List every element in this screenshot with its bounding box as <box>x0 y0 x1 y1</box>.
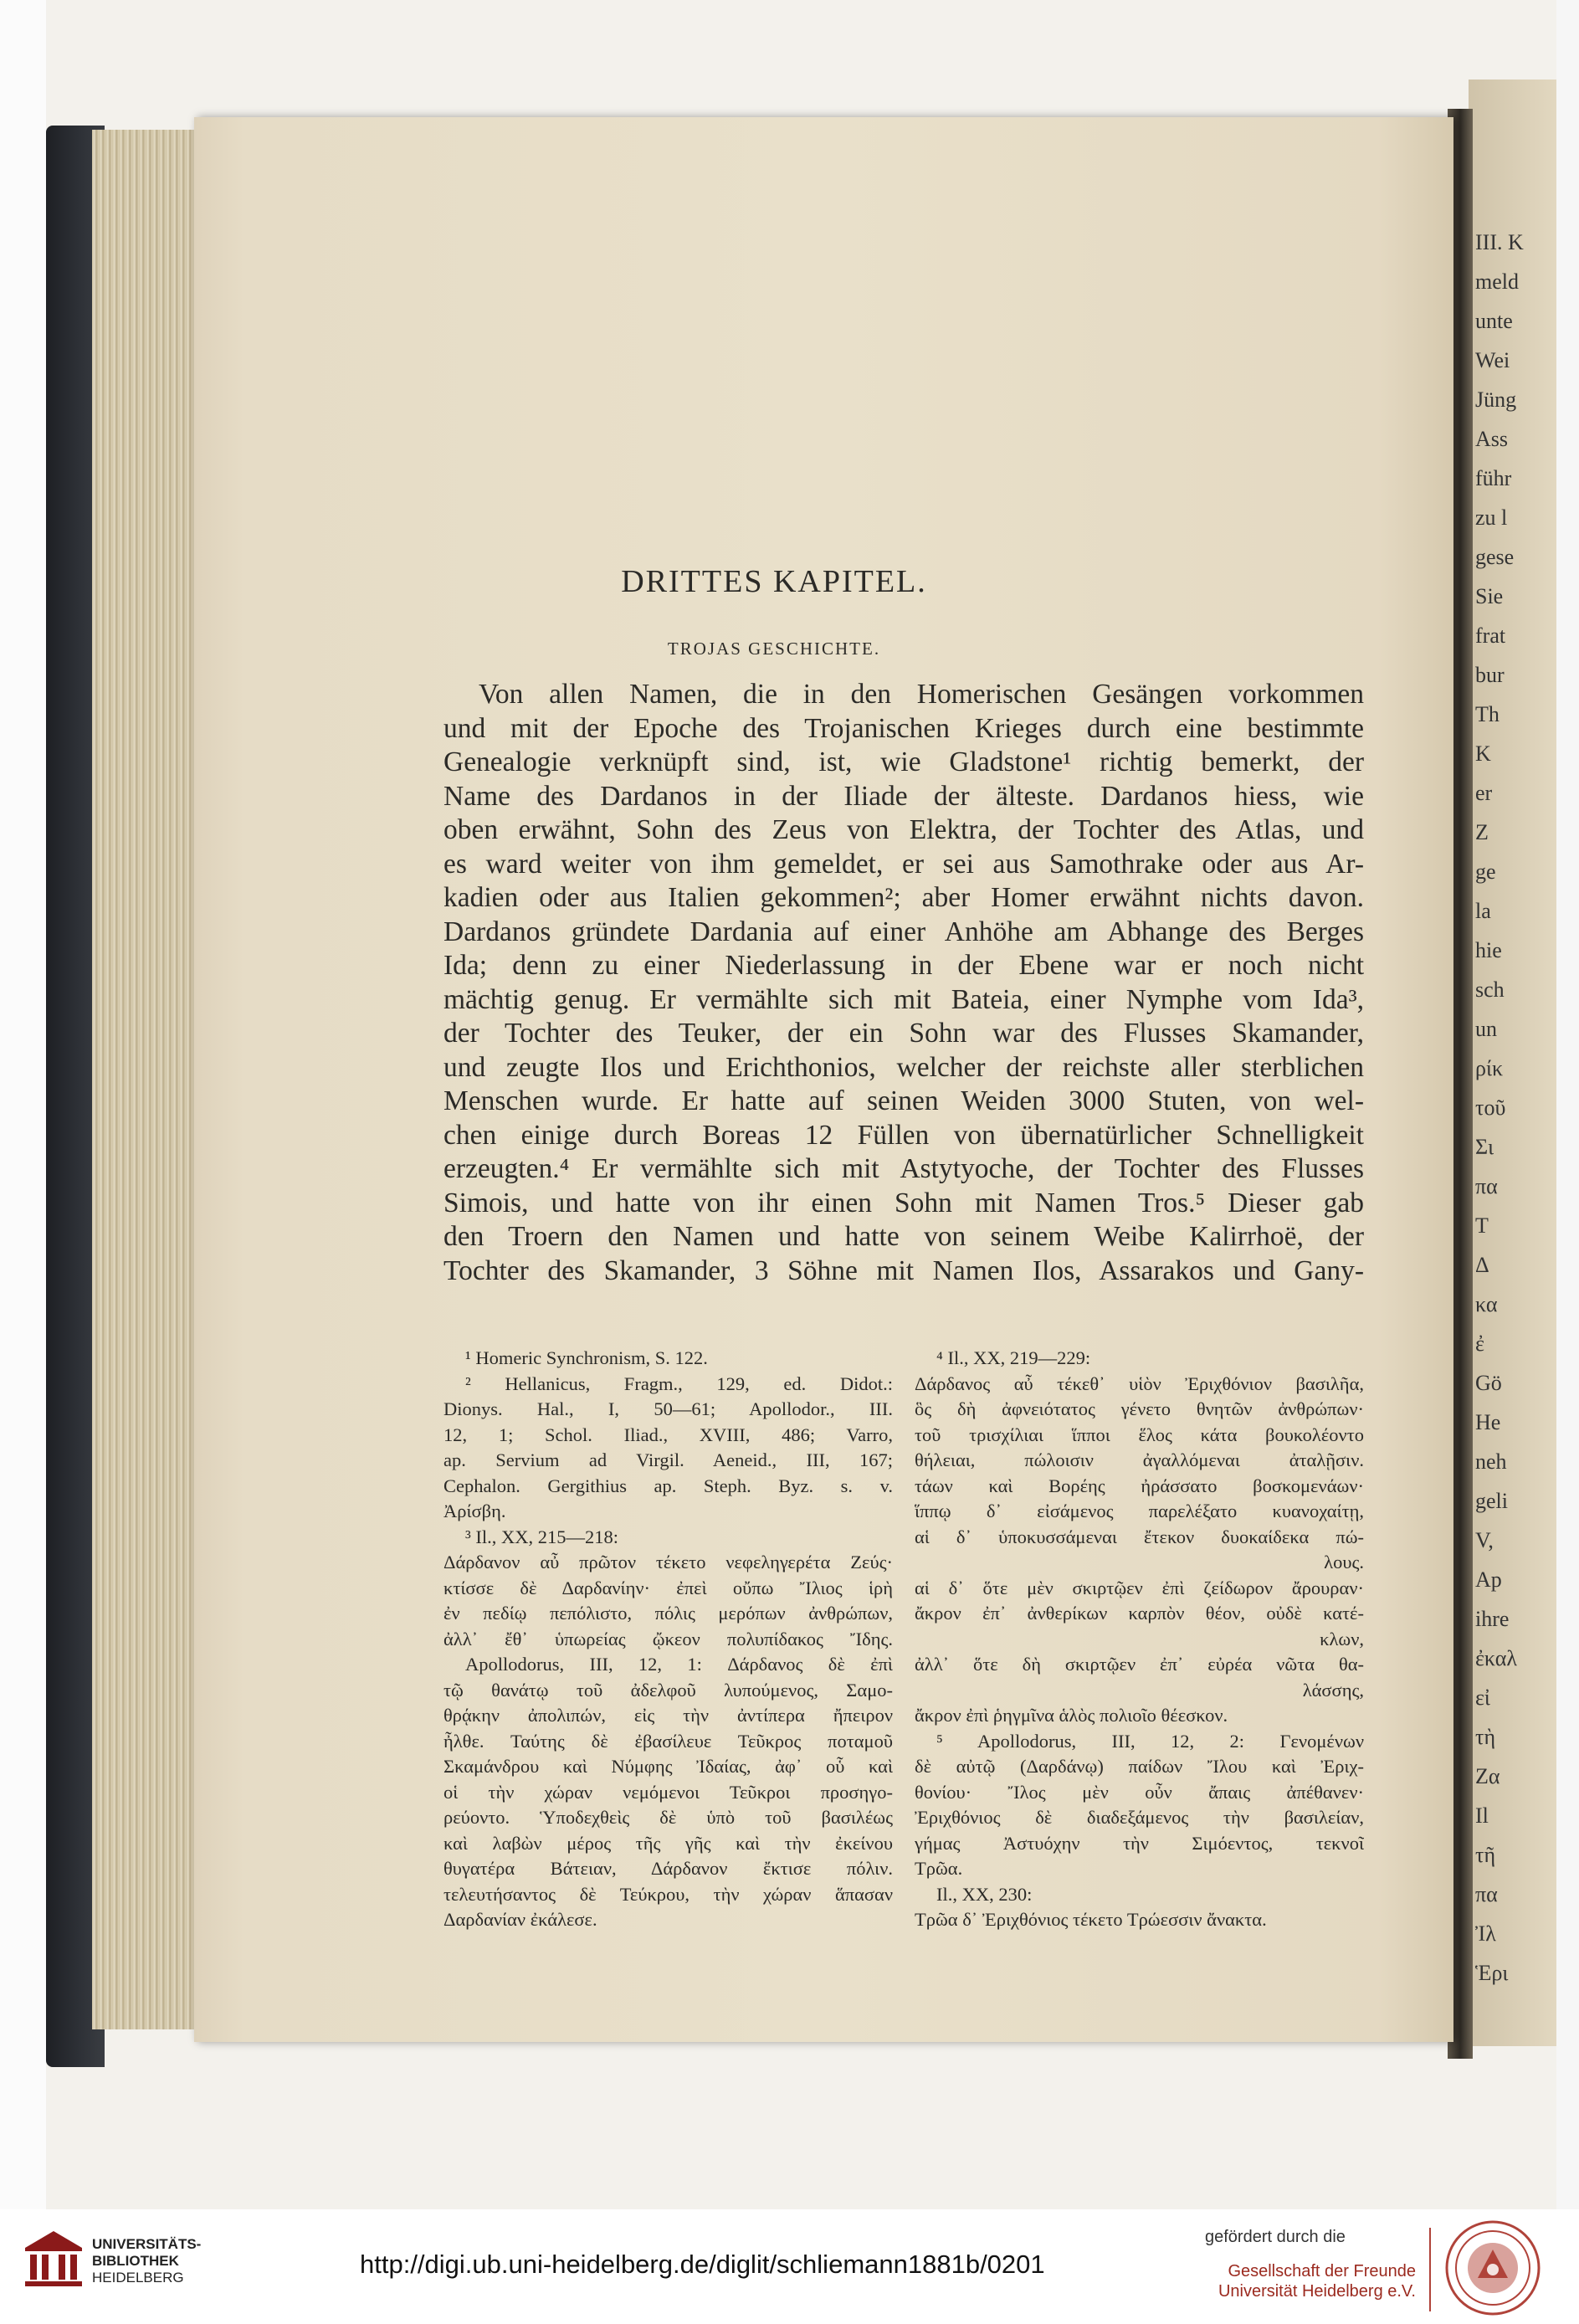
sponsor-name-line2: Universität Heidelberg e.V. <box>1218 2282 1416 2301</box>
footnote-line: Apollodorus, III, 12, 1: Δάρδανος δὲ ἐπὶ <box>465 1654 893 1675</box>
footnote-line: αἱ δ᾽ ὅτε μὲν σκιρτῷεν ἐπὶ ζείδωρον ἄρουραν· <box>915 1577 1364 1598</box>
facing-page-text: gese <box>1475 545 1515 569</box>
footnote-line: ἵππῳ δ᾽ εἰσάμενος παρελέξατο κυανοχαίτῃ, <box>915 1501 1364 1521</box>
footnote-line: Ἐριχθόνιος δὲ διαδεξάμενος τὴν βασιλείαν, <box>915 1807 1364 1828</box>
chapter-title: DRITTES KAPITEL. <box>621 564 927 599</box>
footnotes-right-column <box>915 1346 1364 1933</box>
facing-page-text: Z <box>1475 820 1489 844</box>
facing-page-text: geli <box>1475 1489 1508 1513</box>
facing-page-text: führ <box>1475 466 1512 490</box>
facing-page-text: er <box>1475 781 1493 805</box>
footnote-line: θρᾴκην ἀπολιπών, εἰς τὴν ἀντίπερα ἤπειρον <box>443 1705 893 1726</box>
body-line: Name des Dardanos in der Iliade der älteste. Dardanos hiess, wie <box>443 780 1364 812</box>
body-line: mächtig genug. Er vermählte sich mit Bateia, einer Nymphe vom Ida³, <box>443 983 1364 1015</box>
body-line: chen einige durch Boreas 12 Füllen von übernatürlicher Schnelligkeit <box>443 1119 1364 1151</box>
footnotes-left-column <box>443 1346 893 1933</box>
footnote-line: ρεύοντο. Ὑποδεχθεὶς δὲ ὑπὸ τοῦ βασιλέως <box>443 1807 893 1828</box>
body-line: Tochter des Skamander, 3 Söhne mit Namen Ilos, Assarakos und Gany- <box>443 1254 1364 1286</box>
footnote-line: Σκαμάνδρου καὶ Νύμφης Ἰδαίας, ἀφ᾽ οὗ καὶ <box>443 1756 893 1777</box>
body-line: kadien oder aus Italien gekommen²; aber Homer erwähnt nichts davon. <box>443 882 1364 913</box>
body-line: den Troern den Namen und hatte von seinem Weibe Kalirrhoë, der <box>443 1221 1364 1252</box>
footnote-line: ἦλθε. Ταύτης δὲ ἐβασίλευε Τεῦκρος ποταμοῦ <box>443 1730 893 1752</box>
footnote-line: δὲ αὐτῷ (Δαρδάνῳ) παίδων Ἴλου καὶ Ἐριχ- <box>915 1756 1364 1777</box>
footnote-line: Δαρδανίαν ἐκάλεσε. <box>443 1909 597 1930</box>
sponsor-name <box>1188 2261 1416 2301</box>
facing-page-text: Zα <box>1475 1764 1500 1788</box>
body-line: Simois, und hatte von ihr einen Sohn mit Namen Tros.⁵ Dieser gab <box>443 1187 1364 1218</box>
library-name <box>92 2236 201 2286</box>
footnote-line: ¹ Homeric Synchronism, S. 122. <box>465 1347 708 1368</box>
footnote-line: θυγατέρα Βάτειαν, Δάρδανον ἔκτισε πόλιν. <box>443 1858 893 1879</box>
library-logo-icon <box>20 2226 87 2293</box>
facing-page-text: un <box>1475 1017 1497 1041</box>
body-line: und zeugte Ilos und Erichthonios, welcher der reichste aller sterblichen <box>443 1051 1364 1083</box>
facing-page-text: Ἑρι <box>1475 1961 1509 1985</box>
footnote-line: 12, 1; Schol. Iliad., XVIII, 486; Varro, <box>443 1424 893 1445</box>
library-name-line3: HEIDELBERG <box>92 2270 184 2286</box>
footnote-line: Dionys. Hal., I, 50—61; Apollodor., III. <box>443 1398 893 1419</box>
body-line: es ward weiter von ihm gemeldet, er sei aus Samothrake oder aus Ar- <box>443 848 1364 880</box>
permalink-url[interactable]: http://digi.ub.uni-heidelberg.de/diglit/schliemann1881b/0201 <box>360 2250 1045 2279</box>
facing-page-text: Ass <box>1475 427 1509 451</box>
facing-page-text: meld <box>1475 269 1519 294</box>
facing-page-text: Sie <box>1475 584 1504 608</box>
footnote-line: τελευτήσαντος δὲ Τεύκρου, τὴν χώραν ἅπασαν <box>443 1883 893 1905</box>
body-line: Ida; denn zu einer Niederlassung in der Ebene war er noch nicht <box>443 950 1364 981</box>
body-line: erzeugten.⁴ Er vermählte sich mit Astytyoche, der Tochter des Flusses <box>443 1153 1364 1184</box>
footer-bar <box>0 2209 1579 2324</box>
footnote-line: κτίσσε δὲ Δαρδανίην· ἐπεὶ οὔπω Ἴλιος ἱρὴ <box>443 1577 893 1598</box>
facing-page-text: Jüng <box>1475 387 1517 412</box>
footnote-line: Δάρδανον αὖ πρῶτον τέκετο νεφεληγερέτα Ζεύς· <box>443 1552 893 1572</box>
library-name-line1: UNIVERSITÄTS- <box>92 2236 202 2252</box>
facing-page-text: Th <box>1475 702 1500 726</box>
body-line: der Tochter des Teuker, der ein Sohn war des Flusses Skamander, <box>443 1018 1364 1049</box>
scan-background-left <box>0 0 46 2209</box>
university-seal-icon <box>1444 2219 1541 2316</box>
facing-page-text: ἐκαλ <box>1475 1646 1518 1670</box>
facing-page-text: τὴ <box>1475 1725 1496 1749</box>
footnote-line: ² Hellanicus, Fragm., 129, ed. Didot.: <box>465 1372 893 1394</box>
footnote-line: Cephalon. Gergithius ap. Steph. Byz. s. v. <box>443 1475 893 1496</box>
facing-page-text: κα <box>1475 1292 1498 1316</box>
facing-page-text: frat <box>1475 623 1506 648</box>
facing-page-text: ihre <box>1475 1607 1510 1631</box>
facing-page-text: bur <box>1475 663 1505 687</box>
facing-page-text: III. K <box>1475 230 1524 254</box>
body-line: und mit der Epoche des Trojanischen Krieges durch eine bestimmte <box>443 712 1364 744</box>
facing-page-text: Wei <box>1475 348 1510 372</box>
footnote-line: κλων, <box>1320 1628 1364 1649</box>
footnote-line: ἀλλ᾽ ἔθ᾽ ὑπωρείας ᾤκεον πολυπίδακος Ἴδης. <box>443 1628 893 1649</box>
footnote-line: τάων καὶ Βορέης ἠράσσατο βοσκομενάων· <box>915 1475 1364 1496</box>
footnote-line: Δάρδανος αὖ τέκεθ᾽ υἱὸν Ἐριχθόνιον βασιλῆα, <box>915 1372 1364 1394</box>
facing-page-text: Gö <box>1475 1371 1502 1395</box>
facing-page-text: la <box>1475 899 1491 923</box>
body-line: oben erwähnt, Sohn des Zeus von Elektra, der Tochter des Atlas, und <box>443 814 1364 845</box>
footnote-line: θήλειαι, πώλοισιν ἀγαλλόμεναι ἀταλῇσιν. <box>915 1449 1364 1470</box>
facing-page-text: τοῦ <box>1475 1095 1506 1120</box>
facing-page-text: Τ <box>1475 1213 1489 1238</box>
footnote-line: ἄκρον ἐπὶ ῥηγμῖνα ἁλὸς πολιοῖο θέεσκον. <box>915 1705 1228 1726</box>
page-edges <box>92 130 201 2029</box>
library-name-line2: BIBLIOTHEK <box>92 2253 179 2269</box>
footnote-line: ἄκρον ἐπ᾽ ἀνθερίκων καρπὸν θέον, οὐδὲ κατέ- <box>915 1603 1364 1624</box>
facing-page-text: hie <box>1475 938 1502 962</box>
footnote-line: ⁴ Il., XX, 219—229: <box>936 1347 1091 1368</box>
facing-page-text: ge <box>1475 859 1496 884</box>
facing-page-text: ρίκ <box>1475 1056 1504 1080</box>
footnote-line: λους. <box>1324 1552 1364 1572</box>
footnote-line: ⁵ Apollodorus, III, 12, 2: Γενομένων <box>936 1730 1364 1752</box>
facing-page-text: Δ <box>1475 1253 1489 1277</box>
facing-page-text: unte <box>1475 309 1513 333</box>
footnote-line: ³ Il., XX, 215—218: <box>465 1526 618 1547</box>
body-line: Von allen Namen, die in den Homerischen Gesängen vorkommen <box>479 679 1364 710</box>
footnote-line: θονίου· Ἴλος μὲν οὖν ἄπαις ἀπέθανεν· <box>915 1781 1364 1803</box>
body-line: Dardanos gründete Dardania auf einer Anhöhe am Abhange des Berges <box>443 916 1364 947</box>
footnote-line: ὃς δὴ ἀφνειότατος γένετο θνητῶν ἀνθρώπων· <box>915 1398 1364 1419</box>
footnote-line: οἱ τὴν χώραν νεμόμενοι Τεῦκροι προσηγο- <box>443 1781 893 1803</box>
facing-page-text: ἐ <box>1475 1331 1484 1356</box>
sponsor-label: gefördert durch die <box>1205 2228 1346 2246</box>
facing-page-text: Il <box>1475 1803 1489 1828</box>
footnote-line: καὶ λαβὼν μέρος τῆς γῆς καὶ τὴν ἐκείνου <box>443 1832 893 1854</box>
footnote-line: Il., XX, 230: <box>936 1883 1033 1905</box>
facing-page-text: V, <box>1475 1528 1494 1552</box>
scan-background-right <box>1556 0 1579 2209</box>
body-text <box>443 678 1364 1288</box>
facing-page-text: Σι <box>1475 1135 1494 1159</box>
facing-page-text: neh <box>1475 1449 1507 1474</box>
body-line: Genealogie verknüpft sind, ist, wie Gladstone¹ richtig bemerkt, der <box>443 746 1364 777</box>
body-line: Menschen wurde. Er hatte auf seinen Weiden 3000 Stuten, von wel- <box>443 1085 1364 1116</box>
footnote-line: λάσσης, <box>1302 1679 1364 1701</box>
footnote-line: τοῦ τρισχίλιαι ἵπποι ἕλος κάτα βουκολέοντο <box>915 1424 1364 1445</box>
footnote-line: γήμας Ἀστυόχην τὴν Σιμόεντος, τεκνοῖ <box>915 1832 1364 1854</box>
facing-page-text: εἰ <box>1475 1685 1490 1710</box>
sponsor-name-line1: Gesellschaft der Freunde <box>1228 2262 1416 2280</box>
facing-page-text: zu l <box>1475 505 1508 530</box>
footnote-line: Τρῶα. <box>915 1858 963 1879</box>
footnote-line: Ἀρίσβη. <box>443 1501 506 1521</box>
footnote-line: ἀλλ᾽ ὅτε δὴ σκιρτῷεν ἐπ᾽ εὐρέα νῶτα θα- <box>915 1654 1364 1675</box>
footnote-line: Τρῶα δ᾽ Ἐριχθόνιος τέκετο Τρώεσσιν ἄνακτα. <box>915 1909 1267 1930</box>
facing-page-text: πα <box>1475 1174 1498 1198</box>
footnote-line: τῷ θανάτῳ τοῦ ἀδελφοῦ λυπούμενος, Σαμο- <box>443 1679 893 1701</box>
footnote-line: ἐν πεδίῳ πεπόλιστο, πόλις μερόπων ἀνθρώπων, <box>443 1603 893 1624</box>
facing-page-text: K <box>1475 741 1491 766</box>
facing-page-text: τῆ <box>1475 1843 1496 1867</box>
facing-page-text: πα <box>1475 1882 1498 1906</box>
chapter-subtitle: TROJAS GESCHICHTE. <box>667 639 881 659</box>
facing-page-text: sch <box>1475 977 1505 1002</box>
facing-page-text: Ap <box>1475 1567 1502 1592</box>
sponsor-divider <box>1429 2228 1431 2311</box>
footnote-line: αἱ δ᾽ ὑποκυσσάμεναι ἔτεκον δυοκαίδεκα πώ- <box>915 1526 1364 1547</box>
facing-page-text: He <box>1475 1410 1501 1434</box>
footnote-line: ap. Servium ad Virgil. Aeneid., III, 167; <box>443 1449 893 1470</box>
facing-page-text: Ἰλ <box>1475 1921 1496 1946</box>
